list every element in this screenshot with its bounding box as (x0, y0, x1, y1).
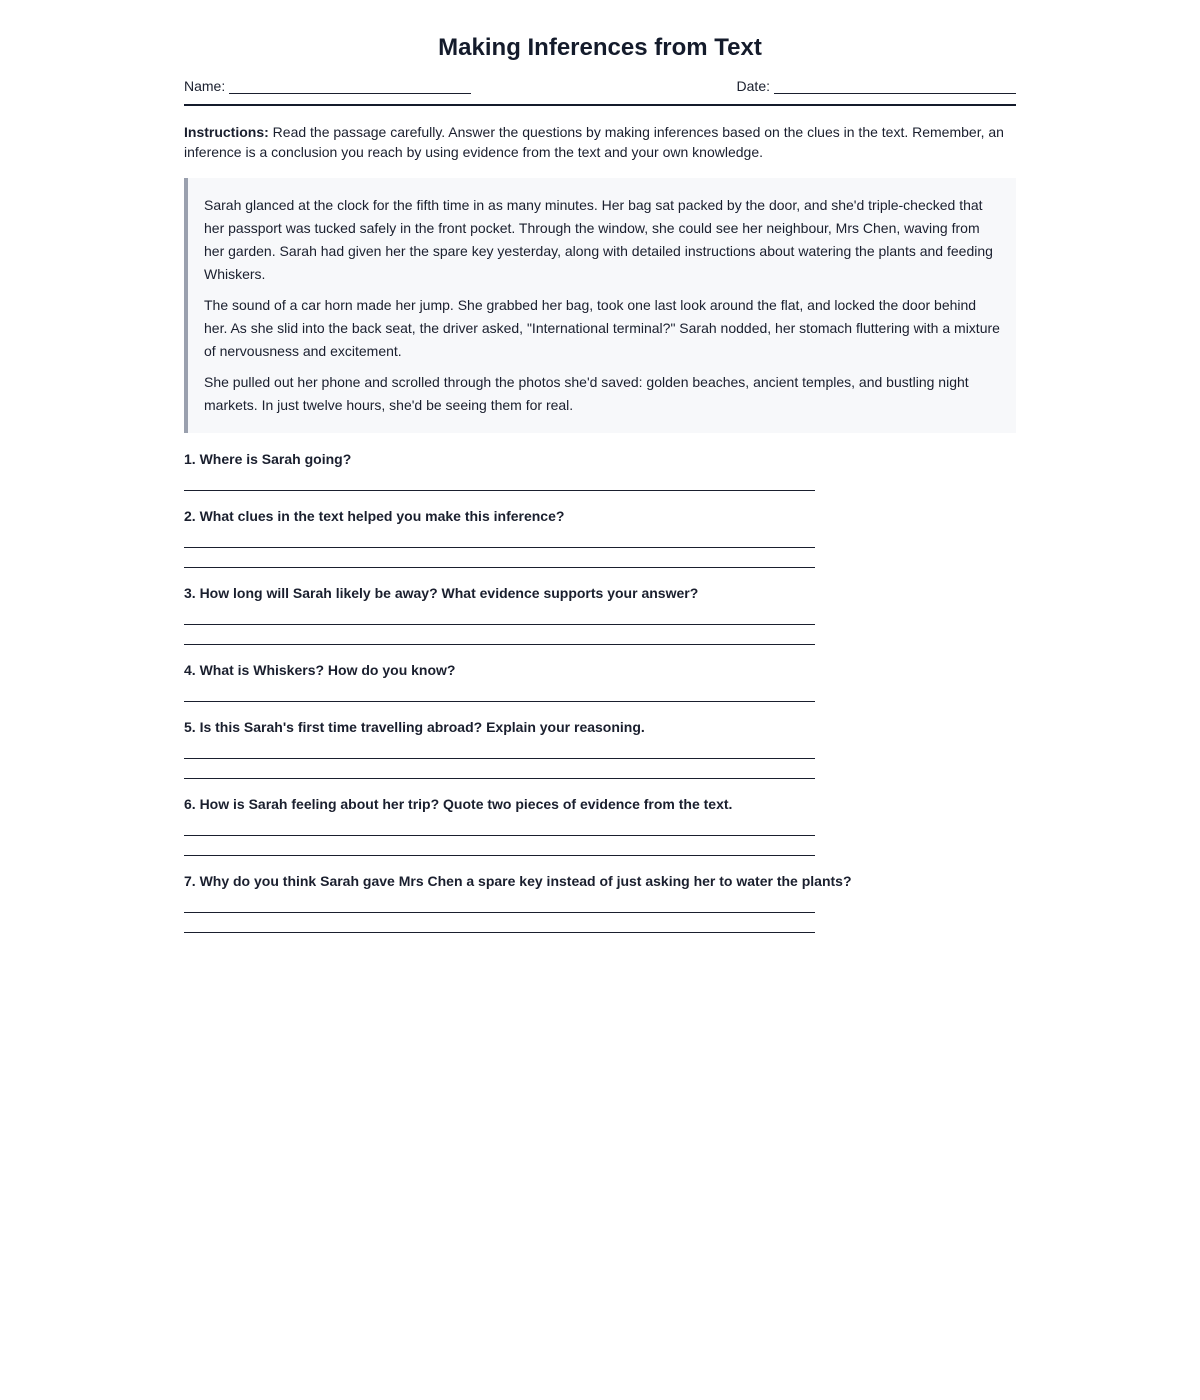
answer-line[interactable] (184, 855, 815, 856)
answer-line[interactable] (184, 758, 815, 759)
question-7 (184, 872, 1016, 933)
worksheet-title: Making Inferences from Text (438, 34, 762, 61)
name-blank-line[interactable] (229, 79, 471, 94)
passage-paragraph: Sarah glanced at the clock for the fifth time in as many minutes. Her bag sat packed by the door, and she'd triple-checked that her passport was tucked safely in the front pocket. Through the window, she could see her neighbour, Mrs Chen, waving from her garden. Sarah had given her the spare key yesterday, along with detailed instructions about watering the plants and feeding Whiskers. (204, 197, 993, 282)
question-text: 5. Is this Sarah's first time travelling abroad? Explain your reasoning. (184, 719, 645, 735)
answer-line[interactable] (184, 778, 815, 779)
instructions (184, 122, 1016, 162)
answer-line[interactable] (184, 644, 815, 645)
answer-line[interactable] (184, 490, 815, 491)
answer-line[interactable] (184, 912, 815, 913)
answer-line[interactable] (184, 932, 815, 933)
answer-line[interactable] (184, 701, 815, 702)
question-4 (184, 661, 1016, 702)
instructions-label: Instructions: (184, 124, 269, 140)
question-text: 4. What is Whiskers? How do you know? (184, 662, 456, 678)
reading-passage (184, 178, 1016, 433)
date-field (737, 78, 1016, 94)
answer-line[interactable] (184, 567, 815, 568)
passage-paragraph: She pulled out her phone and scrolled through the photos she'd saved: golden beaches, ancient temples, and bustling night markets. In just twelve hours, she'd be seeing them for real. (204, 374, 969, 413)
answer-line[interactable] (184, 835, 815, 836)
question-list (184, 450, 1016, 933)
passage-paragraph: The sound of a car horn made her jump. She grabbed her bag, took one last look around the flat, and locked the door behind her. As she slid into the back seat, the driver asked, "International terminal?" Sarah nodded, her stomach fluttering with a mixture of nervousness and excitement. (204, 297, 1000, 359)
question-text: 3. How long will Sarah likely be away? What evidence supports your answer? (184, 585, 699, 601)
question-6 (184, 795, 1016, 856)
question-text: 7. Why do you think Sarah gave Mrs Chen a spare key instead of just asking her to water the plants? (184, 873, 852, 889)
instructions-text: Read the passage carefully. Answer the questions by making inferences based on the clues in the text. Remember, an inference is a conclusion you reach by using evidence from the text and your own knowledge. (184, 124, 1004, 160)
name-date-row (184, 78, 1016, 106)
name-label: Name: (184, 78, 226, 94)
question-text: 6. How is Sarah feeling about her trip? Quote two pieces of evidence from the text. (184, 796, 733, 812)
answer-line[interactable] (184, 547, 815, 548)
question-text: 2. What clues in the text helped you make this inference? (184, 508, 565, 524)
question-5 (184, 718, 1016, 779)
answer-line[interactable] (184, 624, 815, 625)
question-3 (184, 584, 1016, 645)
question-1 (184, 450, 1016, 491)
name-field (184, 78, 471, 94)
date-label: Date: (736, 78, 770, 94)
question-2 (184, 507, 1016, 568)
date-blank-line[interactable] (774, 79, 1016, 94)
worksheet (184, 0, 1016, 933)
question-text: 1. Where is Sarah going? (184, 451, 352, 467)
